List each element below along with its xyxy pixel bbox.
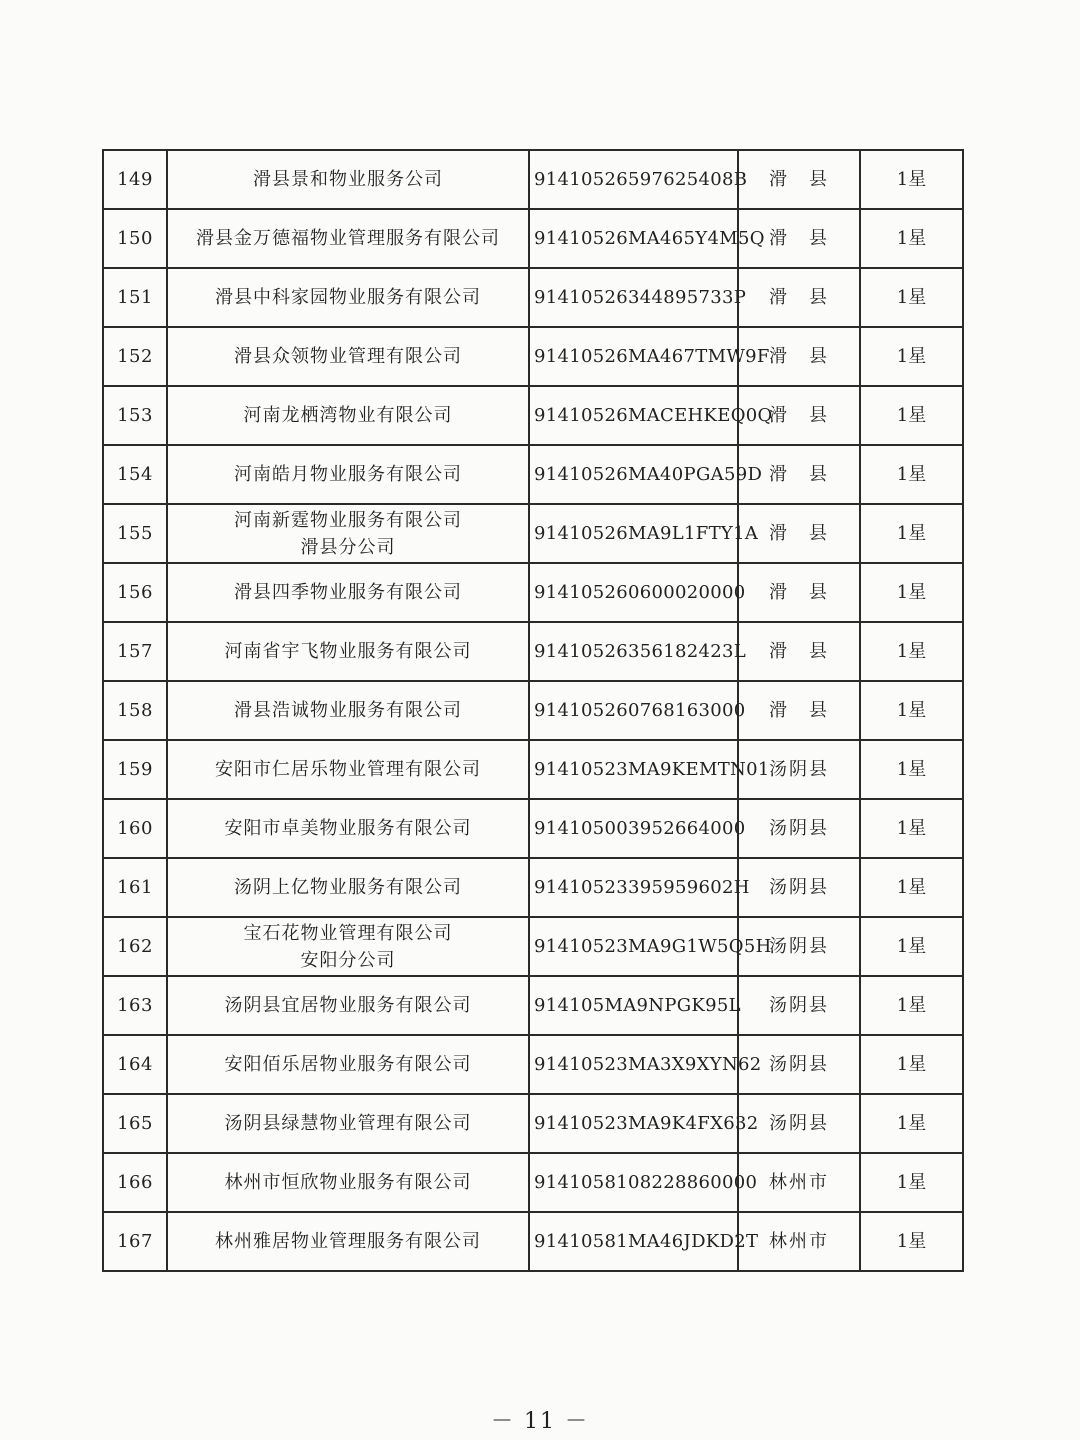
star-rating-cell: 1星	[860, 1212, 963, 1271]
company-name-cell	[167, 327, 529, 386]
star-rating-cell: 1星	[860, 209, 963, 268]
table-row	[103, 917, 963, 976]
row-number-cell: 152	[103, 327, 167, 386]
credit-code-cell: 914105260768163000	[529, 681, 738, 740]
table-row	[103, 327, 963, 386]
row-number-cell: 154	[103, 445, 167, 504]
company-name-line: 滑县景和物业服务公司	[253, 169, 443, 190]
row-number-cell: 159	[103, 740, 167, 799]
row-number-cell: 163	[103, 976, 167, 1035]
row-number-cell: 156	[103, 563, 167, 622]
company-name-line: 安阳分公司	[300, 949, 396, 971]
star-rating-cell: 1星	[860, 799, 963, 858]
region-cell: 滑 县	[738, 327, 860, 386]
company-name-cell	[167, 1153, 529, 1212]
credit-code-cell: 91410526MA40PGA59D	[529, 445, 738, 504]
row-number-cell: 165	[103, 1094, 167, 1153]
company-name-line: 安阳佰乐居物业服务有限公司	[224, 1054, 472, 1075]
region-cell: 滑 县	[738, 504, 860, 563]
table-row	[103, 1212, 963, 1271]
credit-code-cell: 914105003952664000	[529, 799, 738, 858]
row-number-cell: 153	[103, 386, 167, 445]
table-row	[103, 209, 963, 268]
company-name-cell	[167, 681, 529, 740]
star-rating-cell: 1星	[860, 268, 963, 327]
company-name-cell	[167, 1094, 529, 1153]
star-rating-cell: 1星	[860, 504, 963, 563]
company-name-line: 安阳市仁居乐物业管理有限公司	[215, 759, 481, 780]
company-name-line: 汤阴县宜居物业服务有限公司	[224, 995, 472, 1016]
company-name-cell	[167, 1035, 529, 1094]
credit-code-cell: 9141058108228860000	[529, 1153, 738, 1212]
star-rating-cell: 1星	[860, 681, 963, 740]
credit-code-cell: 91410526MA9L1FTY1A	[529, 504, 738, 563]
credit-code-cell: 91410526MACEHKEQ0Q	[529, 386, 738, 445]
region-cell: 林州市	[738, 1153, 860, 1212]
table-row	[103, 976, 963, 1035]
credit-code-cell: 914105260600020000	[529, 563, 738, 622]
star-rating-cell: 1星	[860, 740, 963, 799]
credit-code-cell: 91410526344895733P	[529, 268, 738, 327]
credit-code-cell: 91410523MA9K4FX632	[529, 1094, 738, 1153]
row-number-cell: 158	[103, 681, 167, 740]
company-name-cell	[167, 917, 529, 976]
company-name-cell	[167, 445, 529, 504]
table-row	[103, 740, 963, 799]
company-name-cell	[167, 150, 529, 209]
company-name-line: 滑县浩诚物业服务有限公司	[234, 700, 462, 721]
region-cell: 林州市	[738, 1212, 860, 1271]
star-rating-cell: 1星	[860, 386, 963, 445]
company-name-cell	[167, 386, 529, 445]
company-name-line: 安阳市卓美物业服务有限公司	[224, 818, 472, 839]
region-cell: 汤阴县	[738, 1094, 860, 1153]
company-name-cell	[167, 563, 529, 622]
star-rating-cell: 1星	[860, 445, 963, 504]
table-row	[103, 681, 963, 740]
company-name-line: 汤阴县绿慧物业管理有限公司	[224, 1113, 472, 1134]
company-name-line: 汤阴上亿物业服务有限公司	[234, 877, 462, 898]
table-row	[103, 504, 963, 563]
row-number-cell: 155	[103, 504, 167, 563]
table-row	[103, 858, 963, 917]
table-row	[103, 386, 963, 445]
region-cell: 汤阴县	[738, 1035, 860, 1094]
star-rating-cell: 1星	[860, 1094, 963, 1153]
table-row	[103, 1153, 963, 1212]
credit-code-cell: 91410526597625408B	[529, 150, 738, 209]
row-number-cell: 167	[103, 1212, 167, 1271]
company-name-line: 林州市恒欣物业服务有限公司	[224, 1172, 472, 1193]
star-rating-cell: 1星	[860, 1153, 963, 1212]
page-number: － 11 －	[491, 1409, 589, 1434]
region-cell: 滑 县	[738, 268, 860, 327]
company-name-line: 滑县金万德福物业管理服务有限公司	[196, 228, 500, 249]
region-cell: 汤阴县	[738, 858, 860, 917]
table-row	[103, 268, 963, 327]
region-cell: 滑 县	[738, 209, 860, 268]
company-name-cell	[167, 976, 529, 1035]
table-row	[103, 445, 963, 504]
company-name-line: 河南新霆物业服务有限公司	[234, 509, 462, 531]
row-number-cell: 157	[103, 622, 167, 681]
company-name-cell	[167, 209, 529, 268]
star-rating-cell: 1星	[860, 327, 963, 386]
credit-code-cell: 91410581MA46JDKD2T	[529, 1212, 738, 1271]
company-name-line: 河南省宇飞物业服务有限公司	[224, 641, 472, 662]
credit-code-cell: 91410523MA3X9XYN62	[529, 1035, 738, 1094]
company-name-line: 滑县分公司	[300, 536, 396, 558]
table-row	[103, 563, 963, 622]
star-rating-cell: 1星	[860, 917, 963, 976]
company-name-line: 宝石花物业管理有限公司	[243, 922, 453, 944]
region-cell: 汤阴县	[738, 917, 860, 976]
property-company-table	[102, 149, 964, 1272]
row-number-cell: 164	[103, 1035, 167, 1094]
company-name-cell	[167, 268, 529, 327]
row-number-cell: 162	[103, 917, 167, 976]
credit-code-cell: 91410523MA9G1W5Q5H	[529, 917, 738, 976]
company-name-line: 河南龙栖湾物业有限公司	[243, 405, 453, 426]
region-cell: 滑 县	[738, 681, 860, 740]
star-rating-cell: 1星	[860, 858, 963, 917]
star-rating-cell: 1星	[860, 150, 963, 209]
row-number-cell: 149	[103, 150, 167, 209]
table-body	[103, 150, 963, 1271]
region-cell: 滑 县	[738, 445, 860, 504]
region-cell: 汤阴县	[738, 740, 860, 799]
table-row	[103, 150, 963, 209]
company-name-cell	[167, 504, 529, 563]
credit-code-cell: 914105MA9NPGK95L	[529, 976, 738, 1035]
credit-code-cell: 91410526MA467TMW9F	[529, 327, 738, 386]
company-name-line: 林州雅居物业管理服务有限公司	[215, 1231, 481, 1252]
company-name-line: 滑县四季物业服务有限公司	[234, 582, 462, 603]
table-row	[103, 1035, 963, 1094]
company-name-cell	[167, 622, 529, 681]
credit-code-cell: 91410526MA465Y4M5Q	[529, 209, 738, 268]
region-cell: 滑 县	[738, 386, 860, 445]
region-cell: 汤阴县	[738, 976, 860, 1035]
credit-code-cell: 91410526356182423L	[529, 622, 738, 681]
row-number-cell: 160	[103, 799, 167, 858]
table-row	[103, 622, 963, 681]
company-name-cell	[167, 858, 529, 917]
company-name-line: 河南皓月物业服务有限公司	[234, 464, 462, 485]
company-name-cell	[167, 1212, 529, 1271]
row-number-cell: 166	[103, 1153, 167, 1212]
star-rating-cell: 1星	[860, 1035, 963, 1094]
region-cell: 滑 县	[738, 150, 860, 209]
table-row	[103, 1094, 963, 1153]
company-name-cell	[167, 799, 529, 858]
star-rating-cell: 1星	[860, 563, 963, 622]
credit-code-cell: 91410523395959602H	[529, 858, 738, 917]
region-cell: 滑 县	[738, 622, 860, 681]
company-name-cell	[167, 740, 529, 799]
region-cell: 滑 县	[738, 563, 860, 622]
credit-code-cell: 91410523MA9KEMTN01	[529, 740, 738, 799]
table-row	[103, 799, 963, 858]
company-name-line: 滑县众领物业管理有限公司	[234, 346, 462, 367]
star-rating-cell: 1星	[860, 976, 963, 1035]
row-number-cell: 150	[103, 209, 167, 268]
region-cell: 汤阴县	[738, 799, 860, 858]
row-number-cell: 161	[103, 858, 167, 917]
row-number-cell: 151	[103, 268, 167, 327]
company-name-line: 滑县中科家园物业服务有限公司	[215, 287, 481, 308]
star-rating-cell: 1星	[860, 622, 963, 681]
